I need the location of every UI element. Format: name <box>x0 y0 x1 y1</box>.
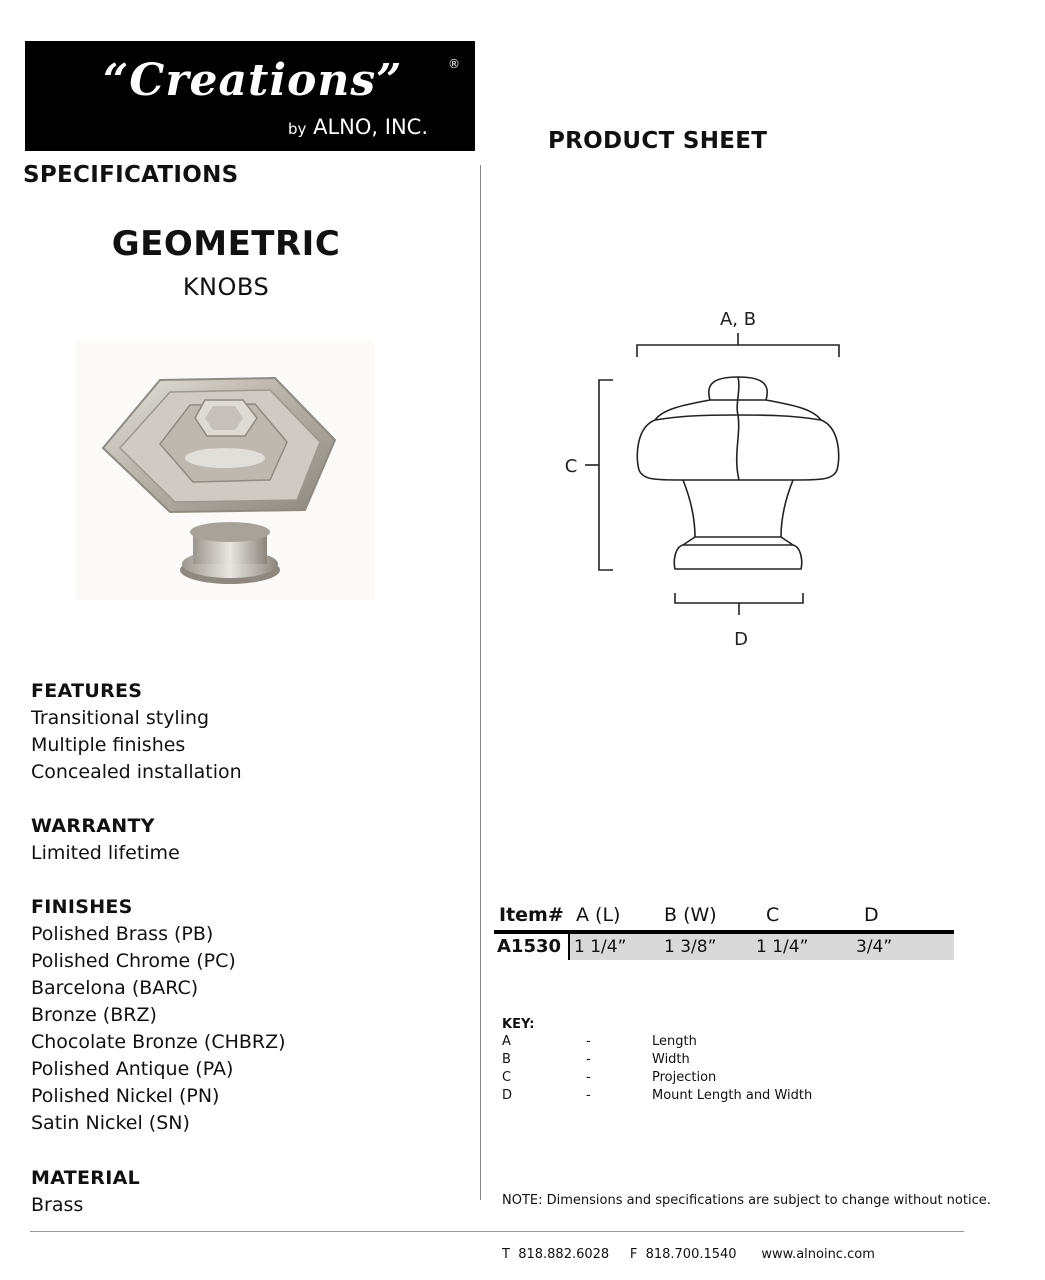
registered-mark: ® <box>448 57 460 71</box>
table-header <box>494 902 954 930</box>
contact-info: T 818.882.6028 F 818.700.1540 www.alnoinc.com <box>502 1247 875 1262</box>
label-d: D <box>734 629 748 650</box>
material-title: MATERIAL <box>31 1167 140 1189</box>
feature-item: Transitional styling <box>31 707 210 729</box>
feature-item: Concealed installation <box>31 761 242 783</box>
finish-item: Polished Nickel (PN) <box>31 1085 220 1107</box>
key-row: B - Width <box>502 1052 690 1067</box>
warranty-item: Limited lifetime <box>31 842 180 864</box>
finishes-list <box>31 921 286 1137</box>
material-list <box>31 1192 83 1219</box>
product-subtitle: KNOBS <box>182 273 270 301</box>
specifications-heading: SPECIFICATIONS <box>23 162 239 188</box>
col-header-b: B (W) <box>664 904 717 926</box>
material-item: Brass <box>31 1194 84 1216</box>
key-row: D - Mount Length and Width <box>502 1088 813 1103</box>
knob-photo <box>75 340 375 600</box>
logo-script: “Creations” <box>103 55 403 106</box>
col-header-c: C <box>766 904 780 926</box>
features-list <box>31 705 242 786</box>
logo-byline: by ALNO, INC. <box>288 115 428 139</box>
label-c: C <box>564 456 578 477</box>
product-sheet-heading: PRODUCT SHEET <box>548 128 768 154</box>
footer-rule <box>30 1231 964 1232</box>
cell-c: 1 1/4” <box>756 937 809 957</box>
column-divider <box>480 165 481 1200</box>
col-header-a: A (L) <box>576 904 621 926</box>
key-row: A - Length <box>502 1034 697 1049</box>
disclaimer-note: NOTE: Dimensions and specifications are subject to change without notice. <box>502 1193 991 1208</box>
cell-a: 1 1/4” <box>574 937 627 957</box>
product-title: GEOMETRIC <box>111 224 341 264</box>
label-ab: A, B <box>719 309 757 330</box>
dimension-key <box>502 1017 822 1106</box>
key-title: KEY: <box>502 1017 535 1032</box>
col-header-d: D <box>864 904 879 926</box>
dimension-table <box>494 902 954 960</box>
warranty-title: WARRANTY <box>31 815 155 837</box>
finish-item: Satin Nickel (SN) <box>31 1112 190 1134</box>
cell-d: 3/4” <box>856 937 893 957</box>
finish-item: Polished Brass (PB) <box>31 923 214 945</box>
key-row: C - Projection <box>502 1070 717 1085</box>
cell-b: 1 3/8” <box>664 937 717 957</box>
features-title: FEATURES <box>31 680 143 702</box>
table-row <box>494 934 954 960</box>
finish-item: Bronze (BRZ) <box>31 1004 157 1026</box>
finish-item: Polished Antique (PA) <box>31 1058 234 1080</box>
finishes-title: FINISHES <box>31 896 133 918</box>
finish-item: Polished Chrome (PC) <box>31 950 236 972</box>
company-logo <box>25 41 475 151</box>
col-header-item: Item# <box>499 904 564 926</box>
feature-item: Multiple finishes <box>31 734 186 756</box>
finish-item: Chocolate Bronze (CHBRZ) <box>31 1031 286 1053</box>
warranty-list <box>31 840 180 867</box>
finish-item: Barcelona (BARC) <box>31 977 199 999</box>
dimension-diagram <box>555 305 855 655</box>
cell-item: A1530 <box>497 936 562 957</box>
